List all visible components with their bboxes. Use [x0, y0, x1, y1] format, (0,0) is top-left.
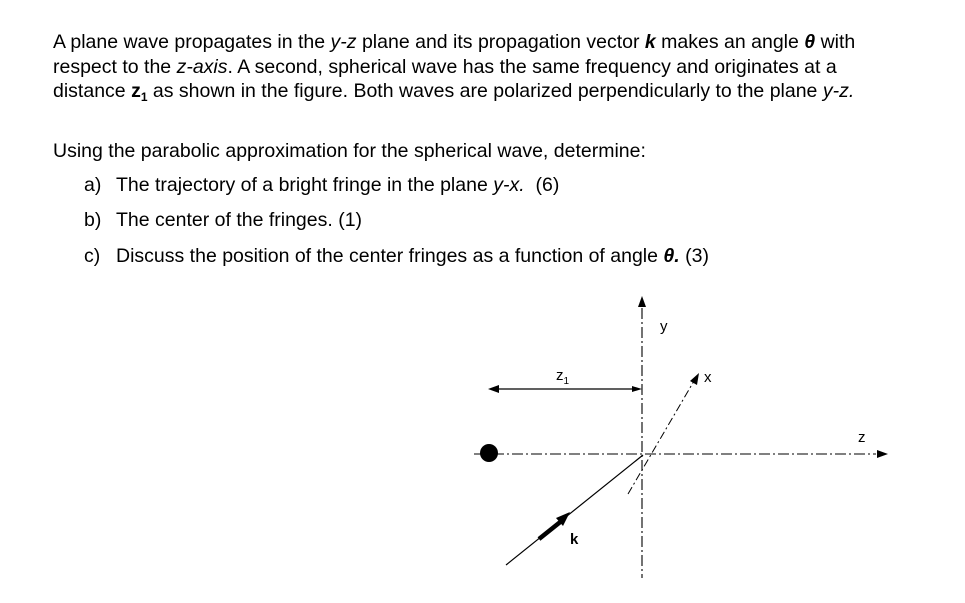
text-segment: A plane wave propagates in the: [53, 31, 331, 53]
var-z-axis: z-axis: [176, 55, 228, 78]
text-segment: plane and its propagation vector: [356, 31, 645, 53]
question-points: (3): [679, 245, 709, 267]
var-theta: θ: [804, 31, 816, 53]
z-axis-label: z: [858, 429, 866, 446]
z1-arrowhead-right: [632, 386, 642, 392]
question-var: y-x.: [493, 174, 525, 196]
x-axis-arrowhead: [690, 373, 699, 385]
question-text: The center of the fringes. (1): [116, 209, 363, 231]
var-yz-plane: y-z.: [822, 80, 855, 102]
text-segment: as shown in the figure. Both waves are polarized perpendicularly to the plane: [147, 80, 823, 102]
text-segment: makes an angle: [655, 31, 805, 53]
instruction: Using the parabolic approximation for the spherical wave, determine:: [53, 140, 646, 162]
y-axis-label: y: [660, 318, 668, 335]
question-label: a): [84, 174, 102, 196]
x-axis-label: x: [704, 369, 712, 386]
y-axis-arrowhead: [638, 296, 646, 307]
z1-label: $z_1$: [556, 367, 570, 387]
question-text: The trajectory of a bright fringe in the plane: [116, 174, 494, 196]
k-vector-label: k: [570, 531, 579, 548]
spherical-source-dot: [480, 444, 498, 462]
text-segment: with respect to the: [53, 31, 856, 78]
question-text: Discuss the position of the center fringes as a function of angle: [116, 245, 664, 267]
z1-arrowhead-left: [488, 385, 499, 393]
z-axis-arrowhead: [877, 450, 888, 458]
question-points: (6): [524, 174, 560, 196]
question-label: b): [84, 209, 102, 231]
var-yz: y-z: [330, 31, 357, 53]
question-label: c): [84, 245, 101, 267]
var-z1: $z_1$: [131, 80, 148, 104]
x-axis: [628, 381, 694, 494]
text-segment: . A second, spherical wave has the same frequency and originates at a distance: [53, 55, 837, 102]
wave-vector-line: [506, 455, 643, 565]
var-k: k: [644, 31, 656, 53]
question-var: θ.: [663, 245, 680, 267]
